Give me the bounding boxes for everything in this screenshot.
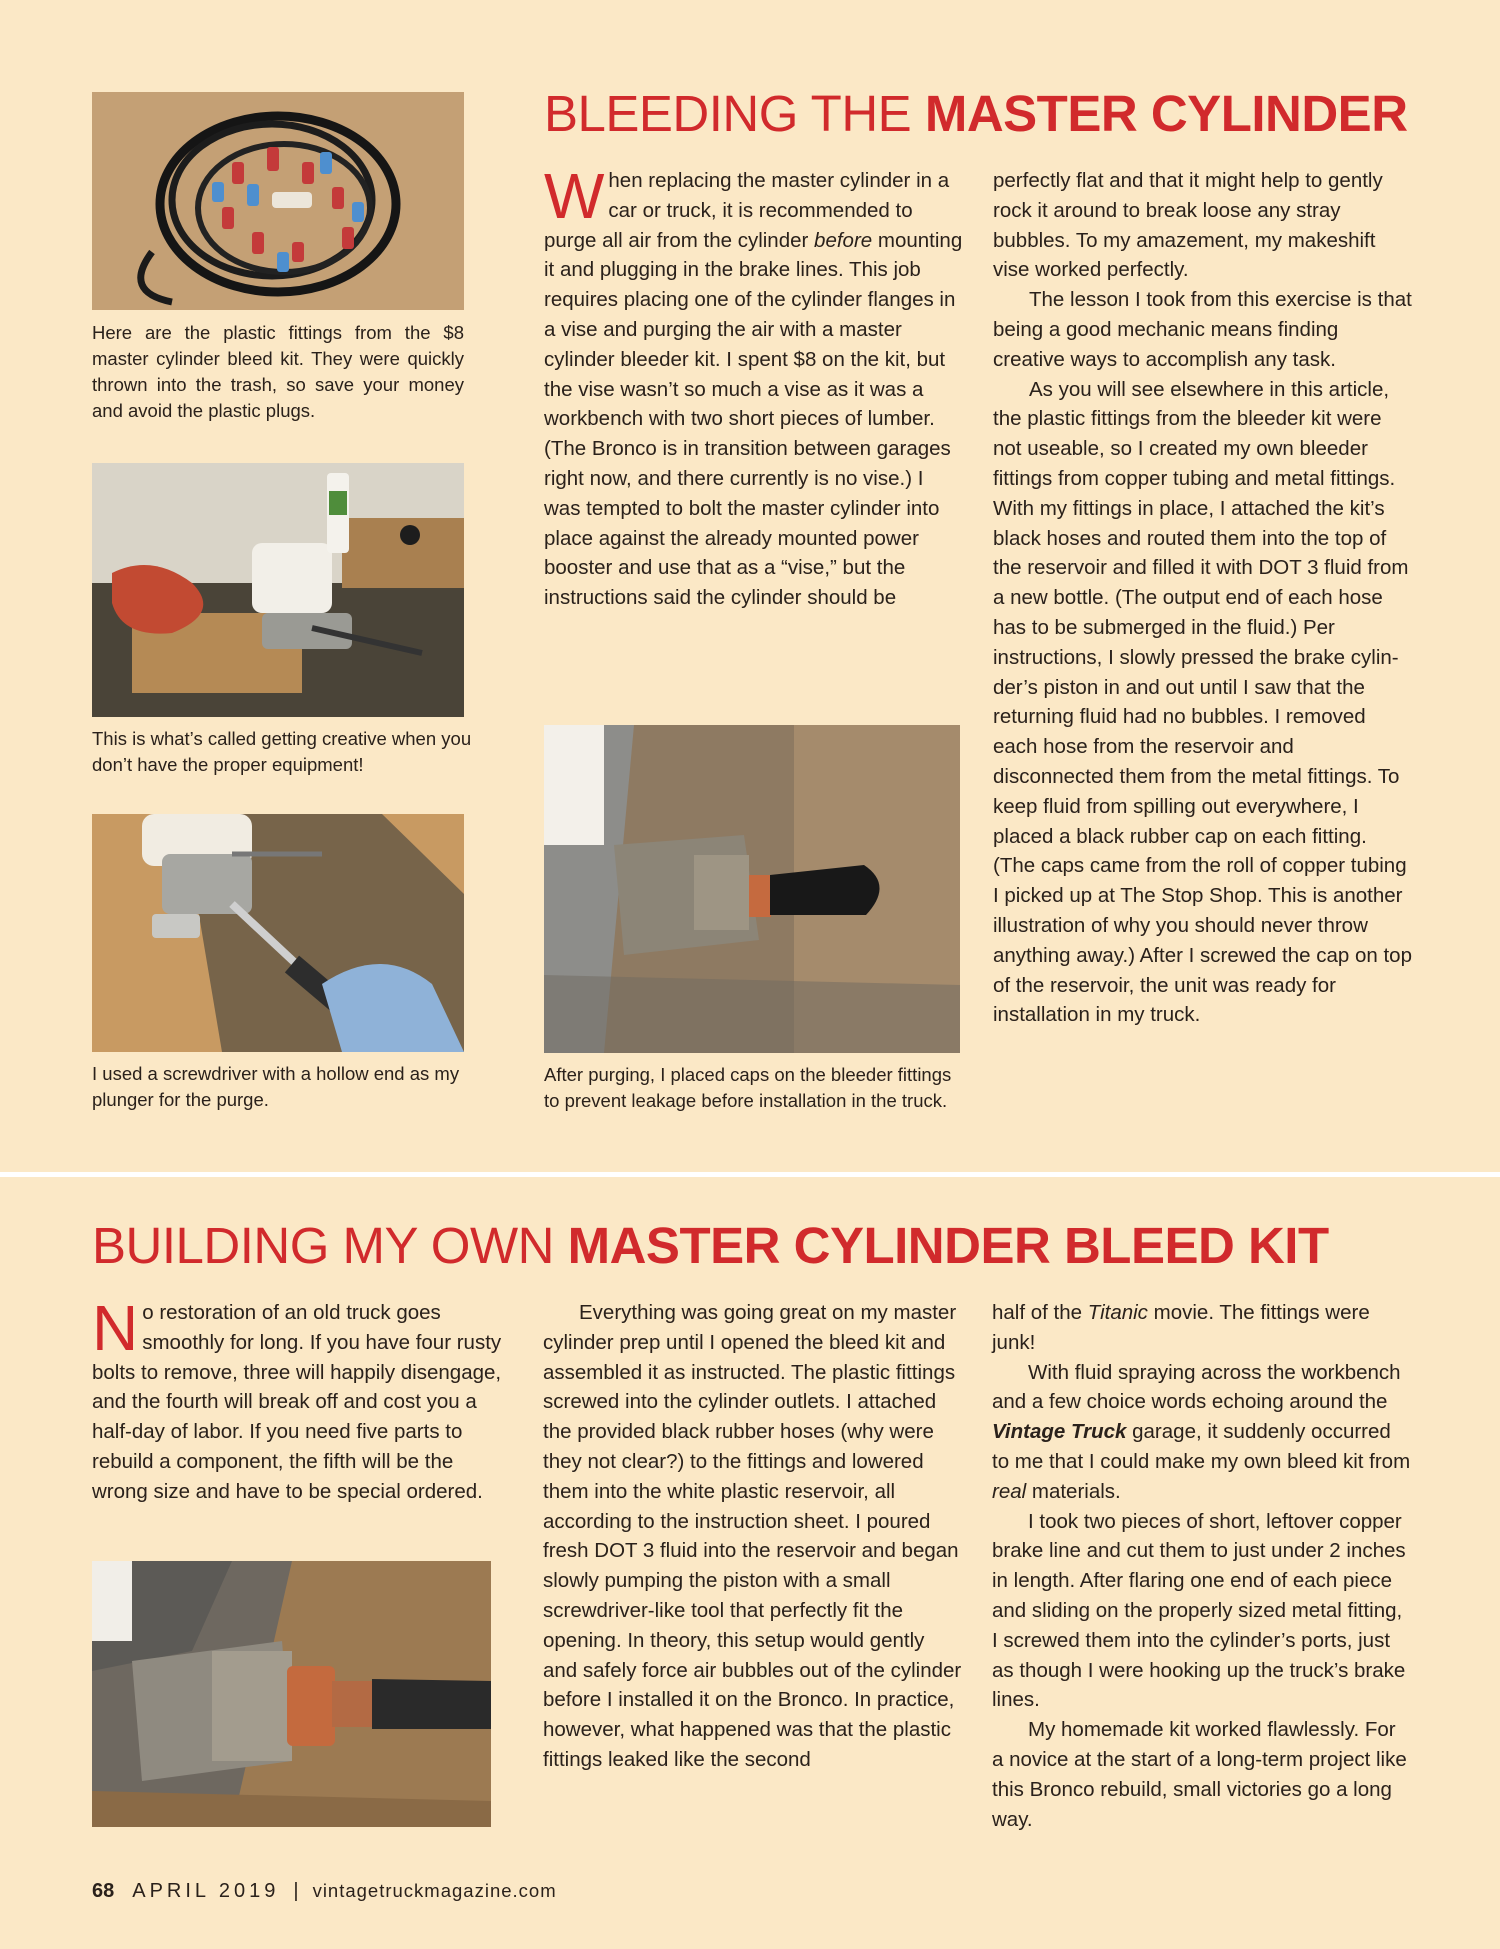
section2-column-3 — [992, 1298, 1412, 1834]
section2-dropcap: N — [92, 1292, 139, 1364]
section2-column-1 — [92, 1292, 512, 1507]
section2-paragraph-2: Everything was going great on my master cylinder prep until I opened the bleed kit and assembled it as instructed. The plastic fittings screwed into the cylinder outlets. I attached the provided black rubber hoses (why were they not clear?) to the fittings and lowered them into the white plastic reservoir, all according to the instruction sheet. I poured fresh DOT 3 fluid into the reservoir and began slowly pumping the piston with a small screwdriver-like tool that perfectly fit the opening. In theory, this setup would gently and safely force air bubbles out of the cylinder before I installed it on the Bronco. In practice, however, what happened was that the plastic fittings leaked like the second — [543, 1301, 962, 1771]
page-number: 68 — [92, 1880, 115, 1902]
section1-title: BLEEDING THE MASTER CYLINDER — [544, 85, 1408, 142]
photo-makeshift-vise — [92, 463, 464, 717]
website-url: vintagetruckmagazine.com — [312, 1880, 557, 1901]
section2-paragraph-6: My homemade kit worked flawlessly. For a novice at the start of a long-term project like this Bronco rebuild, small victories go a long way. — [992, 1718, 1407, 1831]
photo-bleed-kit-fittings — [92, 92, 464, 310]
section1-paragraph-3: The lesson I took from this exercise is that being a good mechanic means finding creative ways to accomplish any task. — [993, 288, 1412, 371]
section1-paragraph-4: As you will see elsewhere in this article, the plastic fittings from the bleeder kit were not useable, so I created my own bleeder fittings from copper tubing and metal fittings. With my fittings in place, I attached the kit’s black hoses and routed them into the top of the reservoir and filled it with DOT 3 fluid from a new bottle. (The output end of each hose has to be submerged in the fluid.) Per instructions, I slowly pressed the brake cylinder’s piston in and out until I saw that the returning fluid had no bubbles. I removed each hose from the reservoir and disconnected them from the metal fittings. To keep fluid from spilling out everywhere, I placed a black rubber cap on each fitting. (The caps came from the roll of copper tubing I picked up at The Stop Shop. This is another illustration of why you should never throw anything away.) After I screwed the cap on top of the reservoir, the unit was ready for installation in my truck. — [993, 377, 1412, 1027]
section1-column-2 — [993, 166, 1413, 1030]
section2-paragraph-5: I took two pieces of short, leftover copper brake line and cut them to just under 2 inches in length. After flaring one end of each piece and sliding on the properly sized metal fitting, I screwed them into the cylinder’s ports, just as though I were hooking up the truck’s brake lines. — [992, 1509, 1406, 1712]
section2-column-2 — [543, 1298, 963, 1775]
section2-title: BUILDING MY OWN MASTER CYLINDER BLEED KIT — [92, 1217, 1329, 1274]
section2-paragraph-4: With fluid spraying across the workbench and a few choice words echoing around the Vintage Truck garage, it suddenly occurred to me that I could make my own bleed kit from real materials. — [992, 1360, 1411, 1503]
section1-paragraph-1: When replacing the master cylinder in a car or truck, it is recommended to purge all air from the cylinder before mounting it and plugging in the brake lines. This job requires placing one of the cylinder flanges in a vise and purging the air with a master cylinder bleeder kit. I spent $8 on the kit, but the vise wasn’t so much a vise as it was a workbench with two short pieces of lumber. (The Bronco is in transition between garages right now, and there currently is no vise.) I was tempted to bolt the master cylinder into place against the already mounted power booster and use that as a “vise,” but the instructions said the cylinder should be — [544, 160, 963, 610]
section1-dropcap: W — [544, 160, 605, 232]
photo-homemade-fitting — [92, 1561, 491, 1827]
section2-paragraph-1: No restoration of an old truck goes smoothly for long. If you have four rusty bolts to remove, three will happily disengage, and the fourth will break off and cost you a half-day of labor. If you need five parts to rebuild a component, the fifth will be the wrong size and have to be special ordered. — [92, 1292, 502, 1503]
caption-bleeder-caps: After purging, I placed caps on the bleeder fittings to prevent leakage before installation in the truck. — [544, 1064, 952, 1111]
caption-makeshift-vise: This is what’s called getting creative when you don’t have the proper equipment! — [92, 728, 472, 775]
section1-column-1 — [544, 160, 964, 613]
section-divider — [0, 1172, 1500, 1177]
page-footer — [92, 1880, 557, 1903]
section1-paragraph-2: perfectly flat and that it might help to gently rock it around to break loose any stray bubbles. To my amazement, my makeshift vise worked perfectly. — [993, 169, 1383, 282]
footer-separator: | — [293, 1880, 299, 1902]
section2-paragraph-3: half of the Titanic movie. The fittings were junk! — [992, 1301, 1370, 1354]
caption-bleed-kit: Here are the plastic fittings from the $8 master cylinder bleed kit. They were quickly thrown into the trash, so save your money and avoid the plastic plugs. — [92, 322, 464, 421]
issue-date: APRIL 2019 — [132, 1880, 280, 1902]
photo-bleeder-caps — [544, 725, 960, 1053]
caption-screwdriver: I used a screwdriver with a hollow end as my plunger for the purge. — [92, 1063, 460, 1110]
photo-screwdriver-plunger — [92, 814, 464, 1052]
